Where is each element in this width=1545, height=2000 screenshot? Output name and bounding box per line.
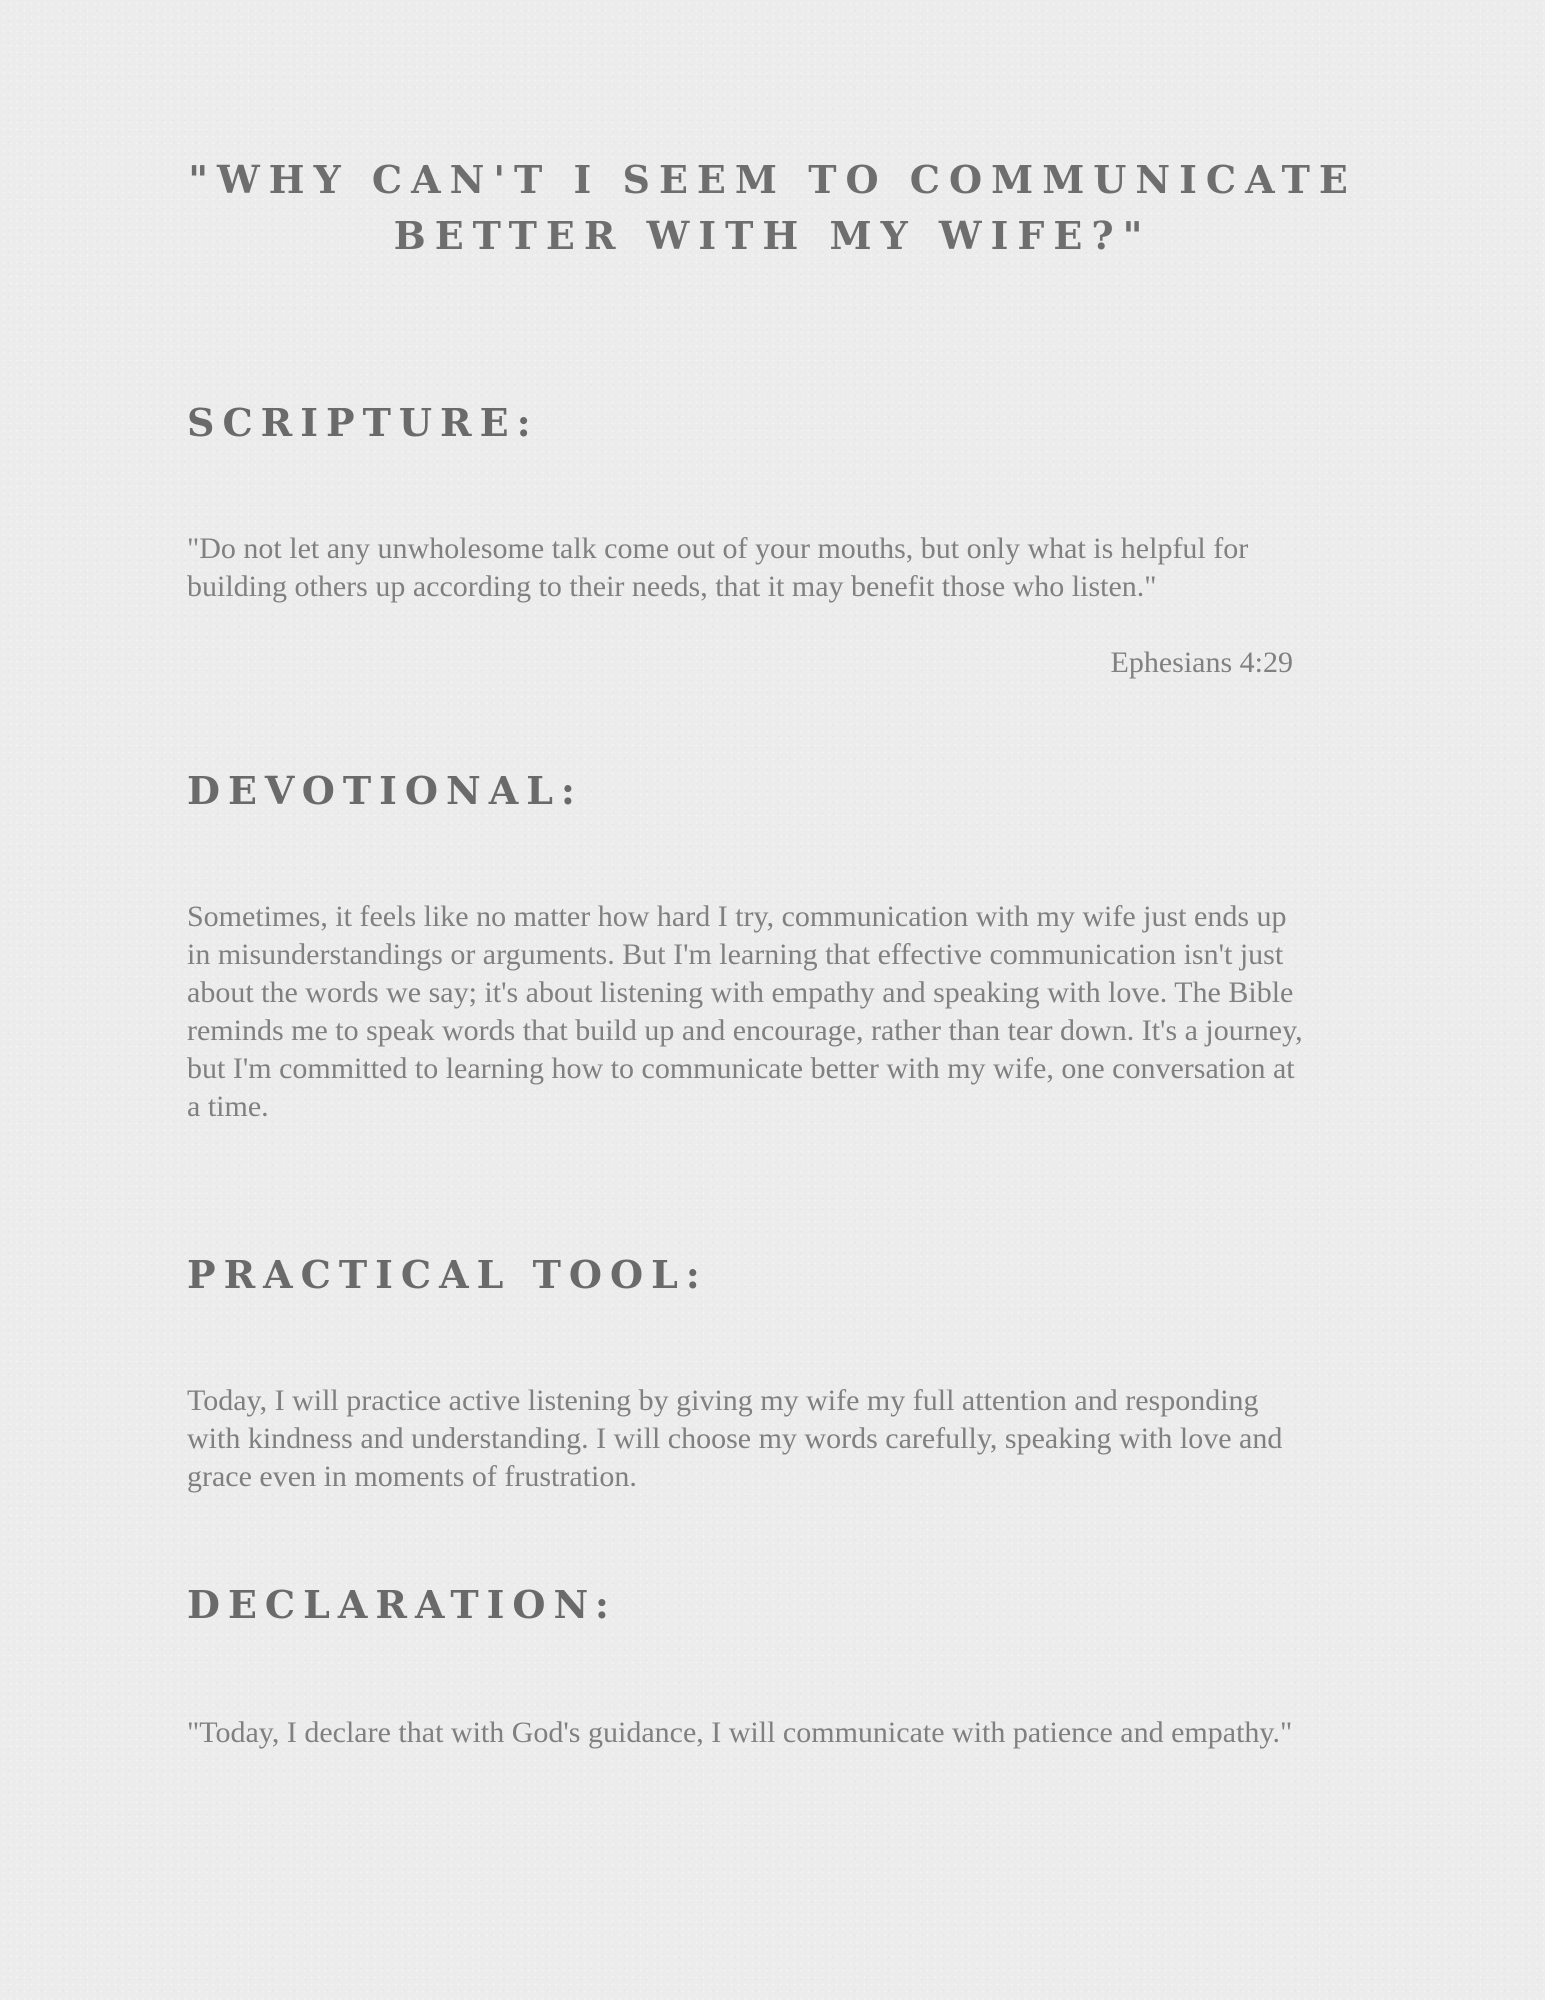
page-title-line-2: BETTER WITH MY WIFE?"	[393, 213, 1152, 258]
declaration-text: "Today, I declare that with God's guidance, I will communicate with patience and empathy."	[187, 1716, 1293, 1749]
devotional-heading: DEVOTIONAL:	[187, 768, 583, 813]
devotional-text: Sometimes, it feels like no matter how hard I try, communication with my wife just ends up in misunderstandings or arguments. But I'm learning that effective communication isn't just about the words we say; it's about listening with empathy and speaking with love. The Bible reminds me to speak words that build up and encourage, rather than tear down. It's a journey, but I'm committed to learning how to communicate better with my wife, one conversation at a time.	[187, 900, 1303, 1123]
practical-tool-heading: PRACTICAL TOOL:	[187, 1252, 708, 1297]
page-title-line-1: "WHY CAN'T I SEEM TO COMMUNICATE	[188, 157, 1357, 202]
scripture-quote: "Do not let any unwholesome talk come out of your mouths, but only what is helpful for building others up according to their needs, that it may benefit those who listen."	[187, 532, 1249, 603]
scripture-reference: Ephesians 4:29	[1110, 646, 1293, 679]
declaration-heading: DECLARATION:	[187, 1582, 617, 1627]
practical-tool-text: Today, I will practice active listening by giving my wife my full attention and responding with kindness and understanding. I will choose my words carefully, speaking with love and grace even in moments of frustration.	[187, 1384, 1283, 1493]
scripture-heading: SCRIPTURE:	[187, 400, 539, 445]
page-title	[150, 152, 1395, 264]
